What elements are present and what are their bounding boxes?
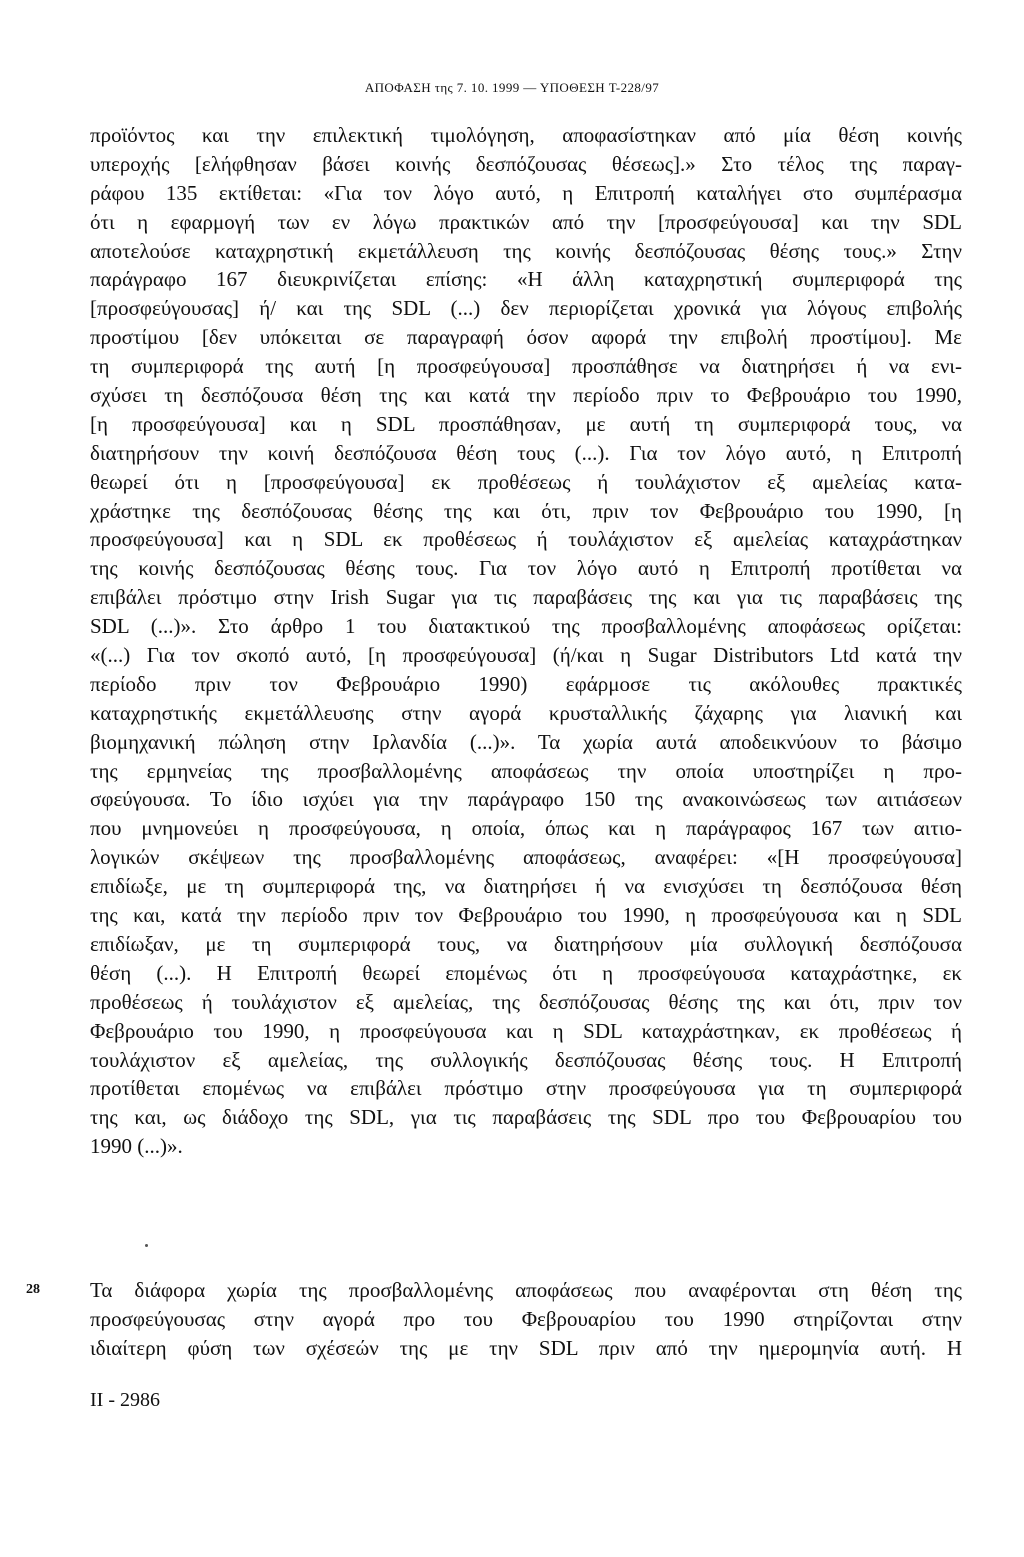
body-text-line: [η προσφεύγουσα] και η SDL προσπάθησαν, με αυτή τη συμπεριφορά τους, να [90, 411, 962, 436]
body-text-line: περίοδο πριν τον Φεβρουάριο 1990) εφάρμοσε τις ακόλουθες πρακτικές [90, 671, 962, 696]
body-text-line: προϊόντος και την επιλεκτική τιμολόγηση, αποφασίστηκαν από μία θέση κοινής [90, 123, 962, 147]
body-text-line: αποτελούσε καταχρηστική εκμετάλλευση της κοινής δεσπόζουσας θέσης τους.» Στην [90, 238, 962, 263]
paragraph-text-line: ιδιαίτερη φύση των σχέσεών της με την SDL πριν από την ημερομηνία αυτή. Η [90, 1335, 962, 1360]
body-text-line: 1990 (...)». [90, 1134, 183, 1159]
body-text-line: της και, κατά την περίοδο πριν τον Φεβρουάριο του 1990, η προσφεύγουσα και η SDL [90, 903, 962, 928]
body-text-line: επιβάλει πρόστιμο στην Irish Sugar για τις παραβάσεις της και για τις παραβάσεις της [90, 585, 962, 610]
body-text-line: της και, ως διάδοχο της SDL, για τις παραβάσεις της SDL προ του Φεβρουαρίου του [90, 1105, 962, 1130]
body-text-line: θέση (...). Η Επιτροπή θεωρεί επομένως ότι η προσφεύγουσα καταχράστηκε, εκ [90, 960, 962, 985]
body-text-line: θεωρεί ότι η [προσφεύγουσα] εκ προθέσεως ή τουλάχιστον εξ αμελείας κατα- [90, 469, 962, 494]
body-text-line: «(...) Για τον σκοπό αυτό, [η προσφεύγουσα] (ή/και η Sugar Distributors Ltd κατά την [90, 643, 962, 668]
body-text-line: ράφου 135 εκτίθεται: «Για τον λόγο αυτό, η Επιτροπή καταλήγει στο συμπέρασμα [90, 180, 962, 205]
body-text-line: λογικών σκέψεων της προσβαλλομένης αποφάσεως, αναφέρει: «[Η προσφεύγουσα] [90, 845, 962, 870]
body-text-line: ότι η εφαρμογή των εν λόγω πρακτικών από την [προσφεύγουσα] και την SDL [90, 209, 962, 234]
body-text-line: υπεροχής [ελήφθησαν βάσει κοινής δεσπόζουσας θέσεως].» Στο τέλος της παραγ- [90, 151, 962, 176]
body-text-line: παράγραφο 167 διευκρινίζεται επίσης: «Η άλλη καταχρηστική συμπεριφορά της [90, 267, 962, 292]
body-text-line: διατηρήσουν την κοινή δεσπόζουσα θέση τους (...). Για τον λόγο αυτό, η Επιτροπή [90, 440, 962, 465]
body-text-line: προστίμου [δεν υπόκειται σε παραγραφή όσον αφορά την επιβολή προστίμου]. Με [90, 325, 962, 350]
paragraph-28-text [90, 1276, 962, 1363]
body-text-line: Φεβρουάριο του 1990, η προσφεύγουσα και η SDL καταχράστηκαν, εκ προθέσεως ή [90, 1018, 962, 1043]
body-text-line: της ερμηνείας της προσβαλλομένης αποφάσεως την οποία υποστηρίζει η προ- [90, 758, 962, 783]
body-text-line: που μνημονεύει η προσφεύγουσα, η οποία, όπως και η παράγραφος 167 των αιτιο- [90, 816, 962, 841]
page-number: II - 2986 [90, 1389, 160, 1411]
body-text-line: [προσφεύγουσας] ή/ και της SDL (...) δεν περιορίζεται χρονικά για λόγους επιβολής [90, 296, 962, 321]
body-text-line: καταχρηστικής εκμετάλλευσης στην αγορά κρυσταλλικής ζάχαρης για λιανική και [90, 700, 962, 725]
body-text-line: της κοινής δεσπόζουσας θέσης τους. Για τον λόγο αυτό η Επιτροπή προτίθεται να [90, 556, 962, 581]
running-header: ΑΠΟΦΑΣΗ της 7. 10. 1999 — ΥΠΟΘΕΣΗ T-228/97 [364, 80, 660, 95]
body-text [90, 121, 962, 1161]
body-text-line: προθέσεως ή τουλάχιστον εξ αμελείας, της δεσπόζουσας θέσης της και ότι, πριν τον [90, 989, 962, 1014]
paragraph-number: 28 [26, 1282, 40, 1297]
paragraph-text-line: Τα διάφορα χωρία της προσβαλλομένης αποφάσεως που αναφέρονται στη θέση της [90, 1278, 962, 1302]
stray-mark [145, 1244, 148, 1247]
body-text-line: τουλάχιστον εξ αμελείας, της συλλογικής δεσπόζουσας θέσης τους. Η Επιτροπή [90, 1047, 962, 1072]
body-text-line: SDL (...)». Στο άρθρο 1 του διατακτικού της προσβαλλομένης αποφάσεως ορίζεται: [90, 614, 962, 639]
body-text-line: τη συμπεριφορά της αυτή [η προσφεύγουσα] προσπάθησε να διατηρήσει ή να ενι- [90, 354, 962, 379]
body-text-line: προσφεύγουσα] και η SDL εκ προθέσεως ή τουλάχιστον εξ αμελείας καταχράστηκαν [90, 527, 962, 552]
body-text-line: επιδίωξαν, με τη συμπεριφορά τους, να διατηρήσουν μία συλλογική δεσπόζουσα [90, 931, 962, 956]
body-text-line: σφεύγουσα. Το ίδιο ισχύει για την παράγραφο 150 της ανακοινώσεως των αιτιάσεων [90, 787, 962, 812]
body-text-line: προτίθεται επομένως να επιβάλει πρόστιμο στην προσφεύγουσα για τη συμπεριφορά [90, 1076, 962, 1101]
paragraph-text-line: προσφεύγουσας στην αγορά προ του Φεβρουαρίου του 1990 στηρίζονται στην [90, 1306, 962, 1331]
body-text-line: επιδίωξε, με τη συμπεριφορά της, να διατηρήσει ή να ενισχύσει τη δεσπόζουσα θέση [90, 874, 962, 899]
body-text-line: χράστηκε της δεσπόζουσας θέσης της και ότι, πριν τον Φεβρουάριο του 1990, [η [90, 498, 962, 523]
body-text-line: βιομηχανική πώληση στην Ιρλανδία (...)». Τα χωρία αυτά αποδεικνύουν το βάσιμο [90, 729, 962, 754]
body-text-line: σχύσει τη δεσπόζουσα θέση της και κατά την περίοδο πριν το Φεβρουάριο του 1990, [90, 383, 962, 408]
